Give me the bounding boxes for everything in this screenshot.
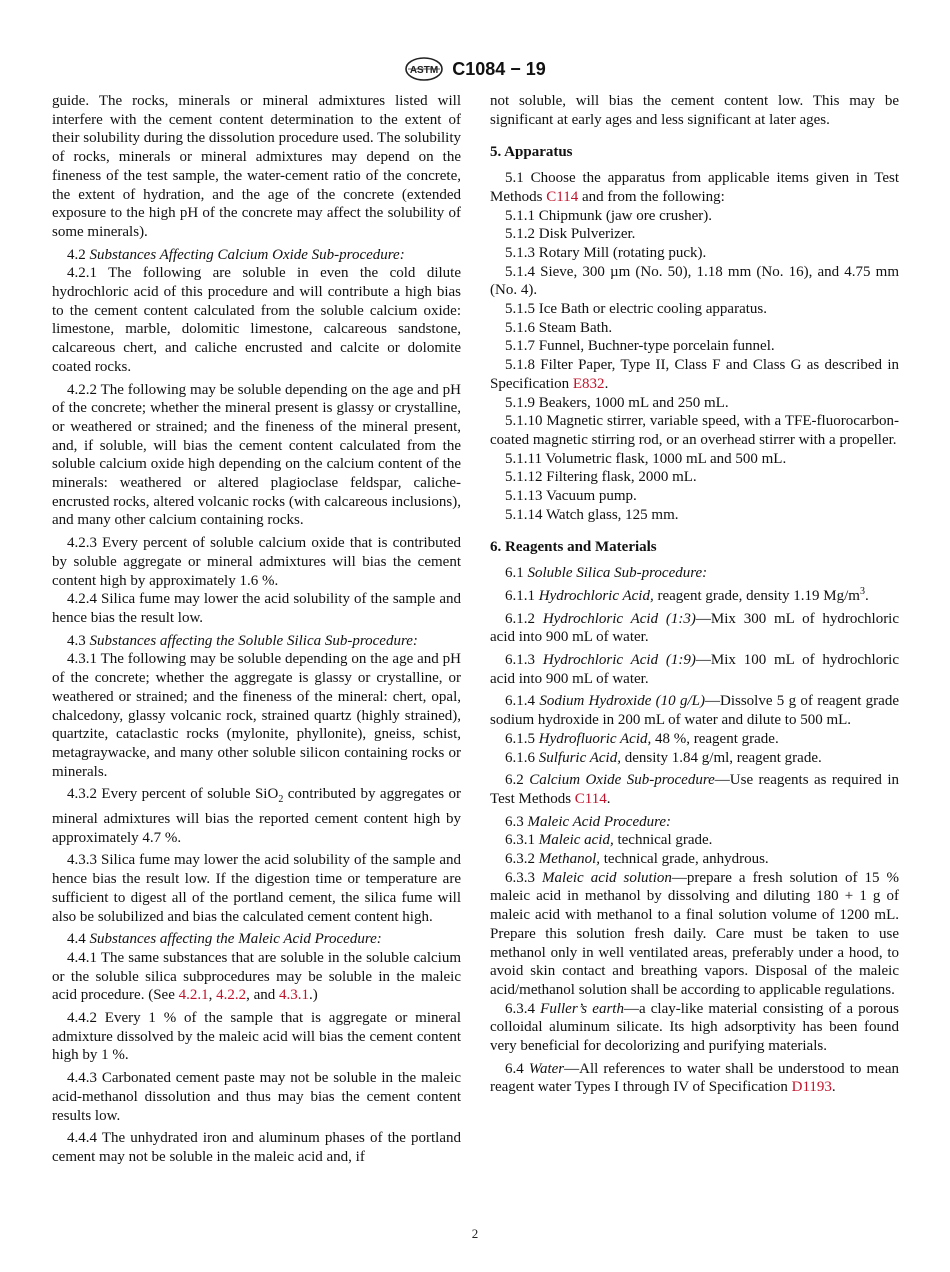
page-number: 2 (471, 1226, 479, 1241)
section-4-4: 4.4 Substances affecting the Maleic Acid Procedure: (67, 931, 382, 948)
right-column (490, 92, 899, 1097)
section-4-4-4: 4.4.4 The unhydrated iron and aluminum phases of the portland cement may not be soluble in the maleic acid and, if (52, 1130, 461, 1165)
section-6-1-1: 6.1.1 Hydrochloric Acid, reagent grade, density 1.19 $Mg/m^3$. (505, 585, 869, 604)
link-4-2-1[interactable]: 4.2.1 (178, 987, 209, 1004)
section-6-2: 6.2 Calcium Oxide Sub-procedure—Use reagents as required in Test Methods C114. (490, 772, 900, 807)
link-4-2-2[interactable]: 4.2.2 (216, 987, 247, 1004)
astm-logo-icon (404, 56, 444, 82)
section-6-1-3: 6.1.3 Hydrochloric Acid (1:9)—Mix 100 mL of hydrochloric acid into 900 mL of water. (490, 651, 900, 687)
section-6-3-4: 6.3.4 Fuller’s earth—a clay-like material consisting of a porous colloidal aluminum silicate. Its high adsorptivity has been found very beneficial for decolorizing and purifying materials. (490, 1000, 900, 1055)
section-6-3-1: 6.3.1 Maleic acid, technical grade. (505, 832, 713, 849)
section-4-3-3: 4.3.3 Silica fume may lower the acid solubility of the sample and hence bias the result low. If the digestion time or temperature are sufficient to digest all of the portland cement, the silica fume will also be solubilized and bias the calculated cement content high. (52, 852, 461, 925)
section-6-3: 6.3 Maleic Acid Procedure: (505, 813, 672, 830)
section-4-2: 4.2 Substances Affecting Calcium Oxide Sub-procedure: (67, 246, 405, 263)
apparatus-item-5-1-8: 5.1.8 Filter Paper, Type II, Class F and Class G as described in Specification E832. (490, 357, 899, 392)
apparatus-item: 5.1.10 Magnetic stirrer, variable speed, with a TFE-fluorocarbon-coated magnetic stirring rod, or an overhead stirrer with a propeller. (490, 413, 899, 448)
apparatus-item: 5.1.9 Beakers, 1000 mL and 250 mL. (505, 394, 729, 411)
apparatus-item: 5.1.5 Ice Bath or electric cooling apparatus. (505, 301, 767, 318)
section-6-4: 6.4 Water—All references to water shall be understood to mean reagent water Types I through IV of Specification D1193. (490, 1060, 899, 1096)
apparatus-item: 5.1.11 Volumetric flask, 1000 mL and 500 mL. (505, 450, 787, 467)
section-6-1-2: 6.1.2 Hydrochloric Acid (1:3)—Mix 300 mL of hydrochloric acid into 900 mL of water. (490, 610, 900, 646)
apparatus-item: 5.1.13 Vacuum pump. (505, 488, 637, 505)
section-4-4-3: 4.4.3 Carbonated cement paste may not be soluble in the maleic acid-methanol dissolution and thus may bias the cement content results low. (52, 1070, 461, 1124)
section-4-4-1: 4.4.1 The same substances that are soluble in the soluble calcium or the soluble silica subprocedures may be soluble in the maleic acid procedure. (See 4.2.1, 4.2.2, and 4.3.1.) (52, 949, 461, 1004)
apparatus-item: 5.1.6 Steam Bath. (505, 319, 613, 336)
intro-paragraph: guide. The rocks, minerals or mineral admixtures listed will interfere with the cement content determination to the extent of their solubility during the dissolution procedure used. The solubility of rocks, minerals or mineral admixtures may depend on the fineness of the test sample, the water-cement ratio of the concrete, the extent of hydration, and the age of the concrete (extended exposure to the high pH of the concrete may affect the solubility of some minerals). (52, 93, 461, 240)
section-4-2-1: 4.2.1 The following are soluble in even the cold dilute hydrochloric acid of this procedure and will contribute a high bias to the cement content calculated from the soluble calcium oxide: limestone, marble, dolomitic limestone, calcareous sandstone, calcareous chert, and caliche encrusted and calcite or dolomite coated rocks. (52, 265, 461, 375)
section-4-4-2: 4.4.2 Every 1 % of the sample that is aggregate or mineral admixture dissolved by the maleic acid will bias the cement content high by 1 %. (52, 1010, 461, 1064)
section-6-3-3: 6.3.3 Maleic acid solution—prepare a fresh solution of 15 % maleic acid in methanol by dissolving and diluting 180 + 1 g of maleic acid with methanol to a final solution volume of 1200 mL. Prepare this solution fresh daily. Care must be taken to use methanol only in well ventilated areas, preferably under a hood, to avoid skin contact and breathing vapors. Disposal of the maleic acid/methanol solution shall be according to applicable regulations. (490, 869, 900, 998)
section-5-heading: 5. Apparatus (490, 144, 573, 161)
left-column (52, 92, 461, 1167)
apparatus-item: 5.1.4 Sieve, 300 µm (No. 50), 1.18 mm (No. 16), and 4.75 mm (No. 4). (490, 263, 899, 299)
apparatus-item: 5.1.1 Chipmunk (jaw ore crusher). (505, 207, 713, 224)
section-4-3-2: 4.3.2 Every percent of soluble SiO$_2$ contributed by aggregates or mineral admixtures will bias the reported cement content high by approximately 4.7 %. (52, 786, 461, 846)
section-4-2-3: 4.2.3 Every percent of soluble calcium oxide that is contributed by soluble aggregate or mineral admixtures will bias the cement content high by approximately 1.6 %. (52, 535, 461, 589)
section-6-1-6: 6.1.6 Sulfuric Acid, density 1.84 g/ml, reagent grade. (505, 749, 822, 766)
link-e832[interactable]: E832 (572, 375, 605, 392)
apparatus-item: 5.1.12 Filtering flask, 2000 mL. (505, 469, 697, 486)
section-4-3: 4.3 Substances affecting the Soluble Silica Sub-procedure: (67, 632, 418, 649)
section-4-2-4: 4.2.4 Silica fume may lower the acid solubility of the sample and hence bias the result low. (52, 591, 461, 626)
section-6-heading: 6. Reagents and Materials (490, 539, 657, 556)
apparatus-item: 5.1.14 Watch glass, 125 mm. (505, 506, 679, 523)
standard-designation: C1084 − 19 (452, 58, 546, 79)
section-4-3-1: 4.3.1 The following may be soluble depending on the age and pH of the concrete; whether the aggregate is glassy or crystalline, or weathered or strained; and the fineness of the mineral: chert, opal, chalcedony, glassy volcanic rock, strained quartz (highly strained), quartzite, cataclastic rocks (mylonite, phyllonite), gneiss, schist, metagraywacke, and many other soluble silicon containing rocks or minerals. (52, 651, 461, 780)
section-6-1: 6.1 Soluble Silica Sub-procedure: (505, 565, 708, 582)
page-header (0, 56, 950, 82)
section-6-1-4: 6.1.4 Sodium Hydroxide (10 g/L)—Dissolve 5 g of reagent grade sodium hydroxide in 200 mL of water and dilute to 500 mL. (490, 693, 899, 729)
link-4-3-1[interactable]: 4.3.1 (279, 987, 310, 1004)
apparatus-item: 5.1.3 Rotary Mill (rotating puck). (505, 244, 707, 261)
apparatus-item: 5.1.7 Funnel, Buchner-type porcelain funnel. (505, 338, 775, 355)
svg-text:ASTM: ASTM (410, 65, 439, 76)
link-c114[interactable]: C114 (546, 188, 579, 205)
section-4-2-2: 4.2.2 The following may be soluble depending on the age and pH of the concrete; whether the mineral present is glassy or crystalline, or weathered or strained; and the fineness of the mineral present, and, if soluble, will bias the cement content calculated from the soluble calcium oxide high depending on the calcium content of the minerals: weathered or altered plagioclase feldspar, caliche-encrusted rocks, altered volcanic rocks (with calcareous inclusions), and many other calcium containing rocks. (52, 381, 461, 529)
link-c114-2[interactable]: C114 (574, 790, 607, 807)
section-6-3-2: 6.3.2 Methanol, technical grade, anhydrous. (505, 851, 769, 868)
section-5-1: 5.1 Choose the apparatus from applicable items given in Test Methods C114 and from the following: (490, 170, 899, 205)
link-d1193[interactable]: D1193 (791, 1079, 832, 1096)
apparatus-item: 5.1.2 Disk Pulverizer. (505, 226, 636, 243)
section-6-1-5: 6.1.5 Hydrofluoric Acid, 48 %, reagent grade. (505, 730, 779, 747)
continuation-paragraph: not soluble, will bias the cement content low. This may be significant at early ages and less significant at later ages. (490, 93, 899, 128)
